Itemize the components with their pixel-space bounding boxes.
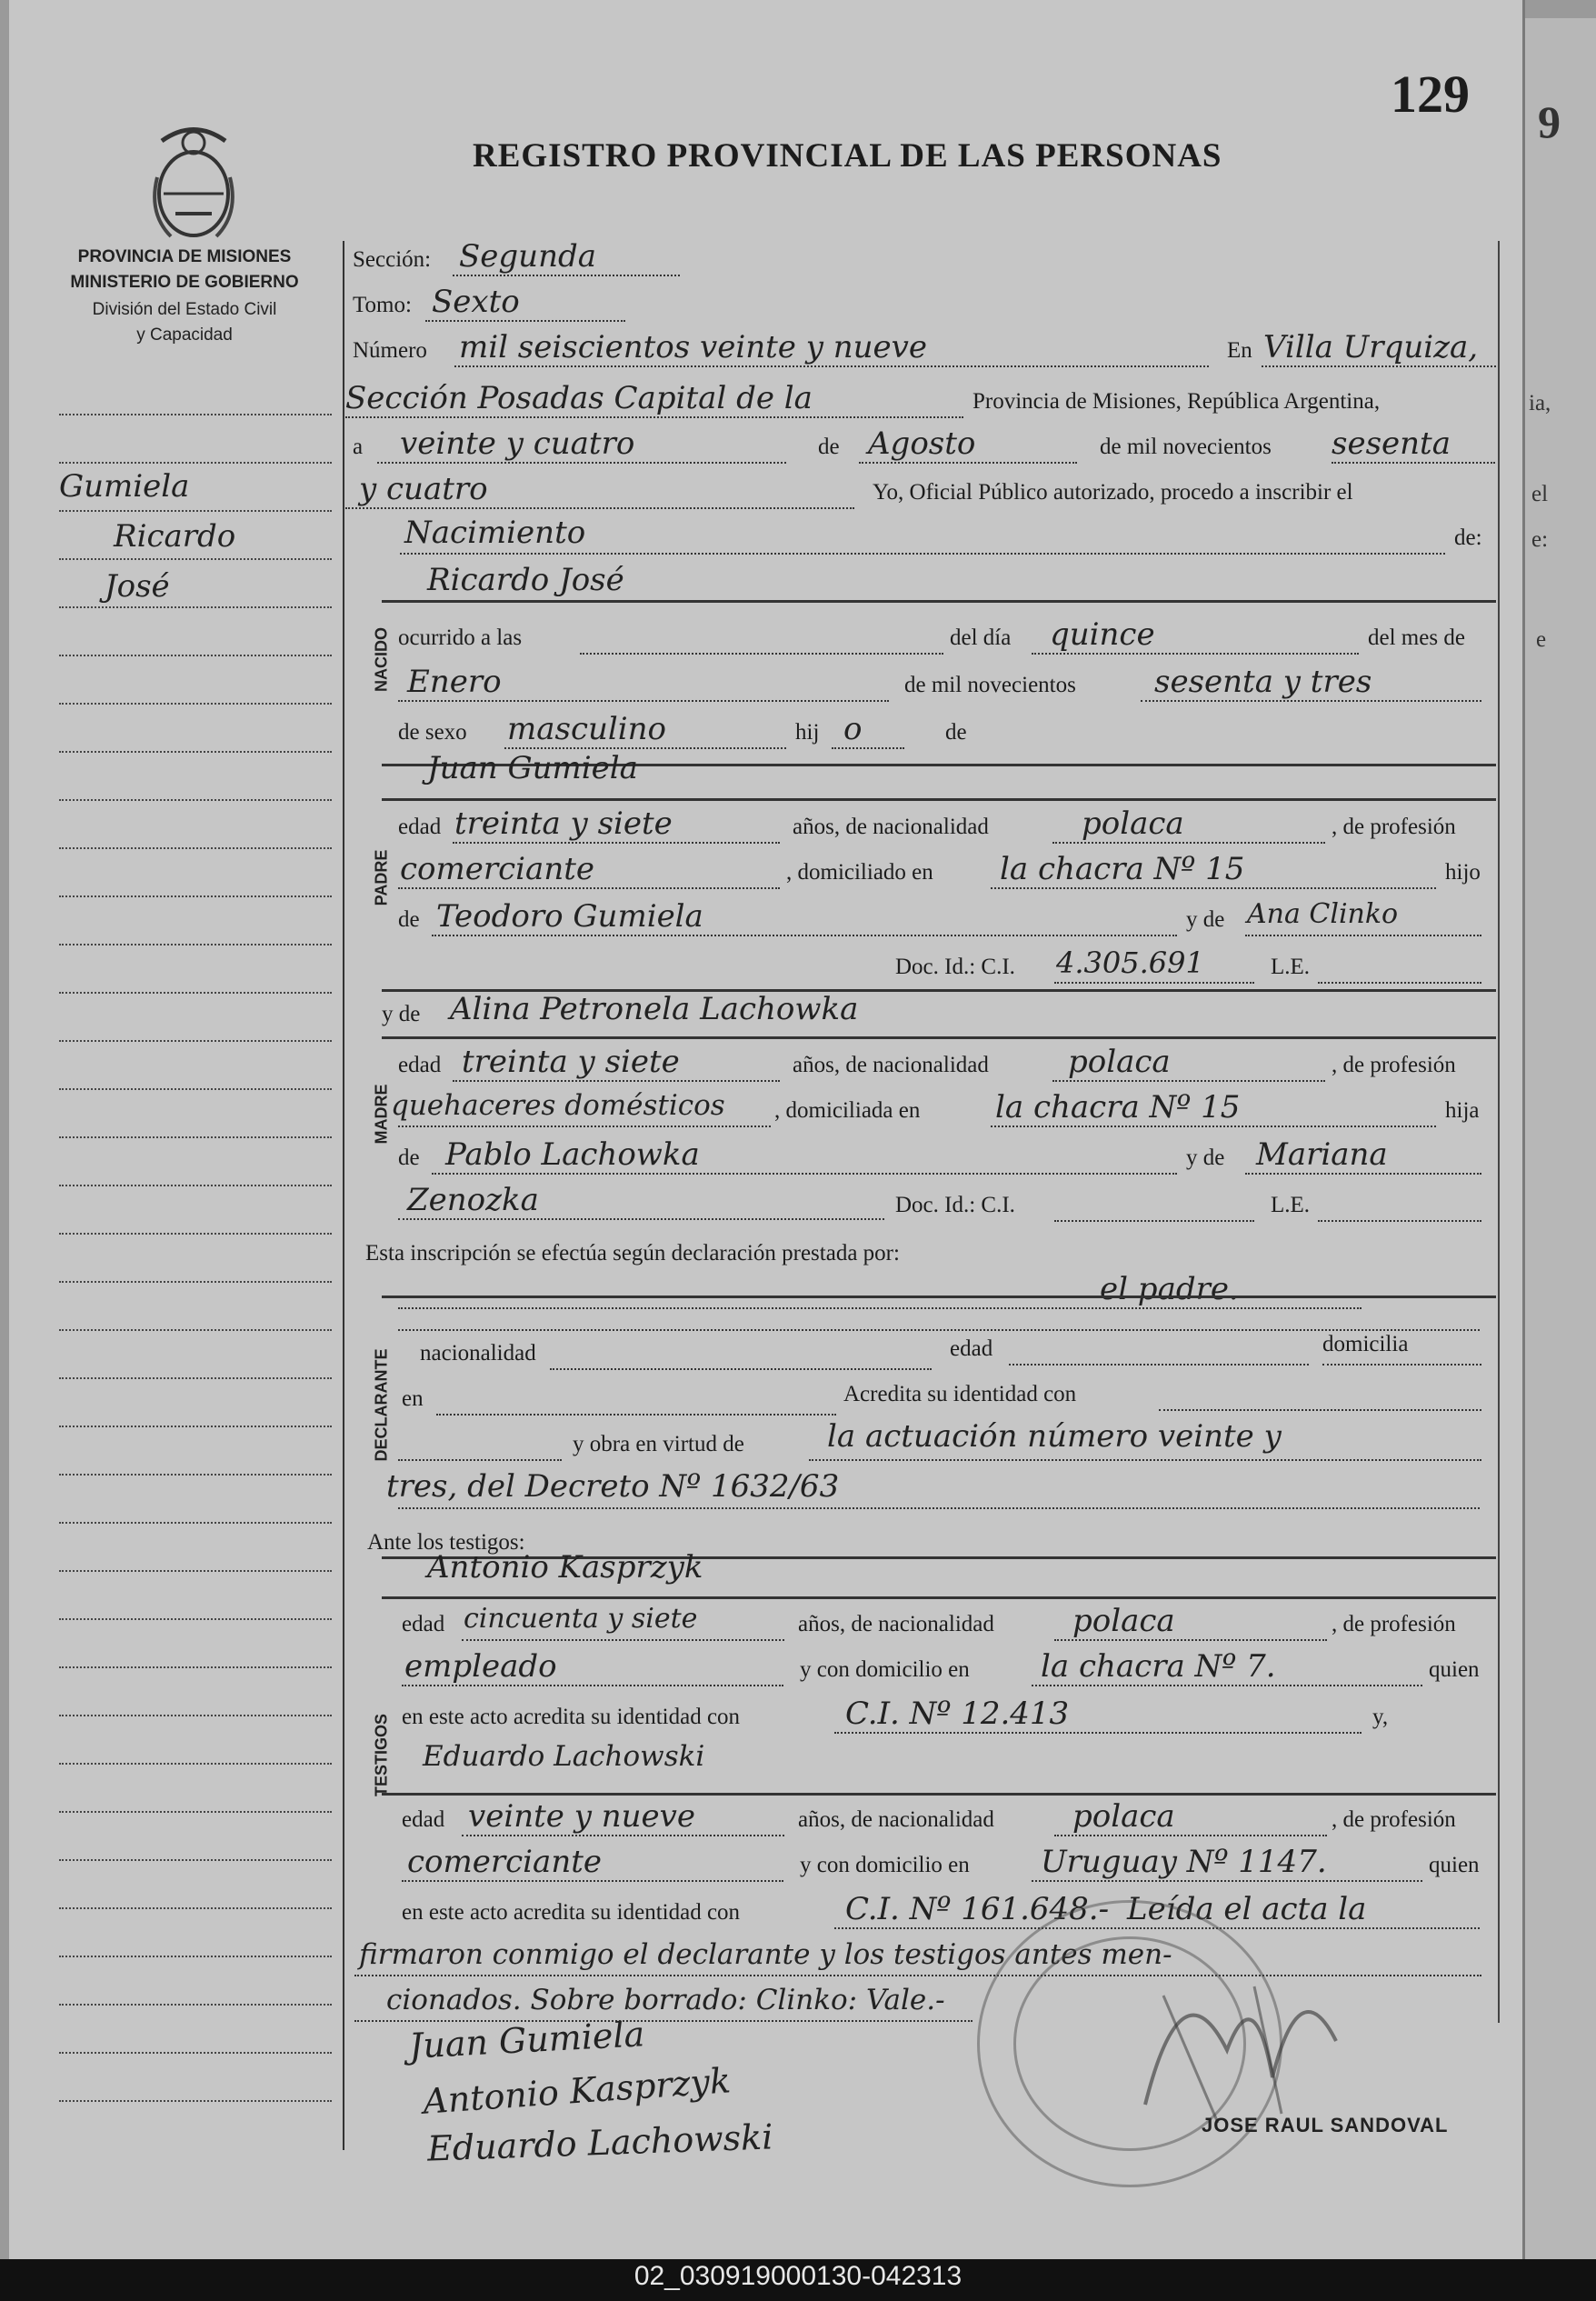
madre-anios-label: años, de nacionalidad: [793, 1053, 989, 1077]
margin-ruled-line: [59, 1088, 332, 1090]
margin-ruled-line: [59, 1763, 332, 1765]
authority-line-2: MINISTERIO DE GOBIERNO: [70, 273, 299, 292]
register-page: [9, 0, 1551, 2259]
madre-abuelo: Pablo Lachowka: [445, 1136, 700, 1173]
testigo2-anios-label: años, de nacionalidad: [798, 1807, 994, 1832]
declarante-nacionalidad-label: nacionalidad: [420, 1341, 536, 1366]
testigo1-acredita-label: en este acto acredita su identidad con: [402, 1705, 741, 1729]
adjacent-text-d: e: [1536, 627, 1547, 652]
madre-le-label: L.E.: [1271, 1193, 1311, 1217]
firma-testigo-1: Antonio Kasprzyk: [421, 2060, 733, 2122]
testigo1-nombre: Antonio Kasprzyk: [427, 1549, 703, 1586]
margin-ruled-line: [59, 895, 332, 897]
margin-ruled-line: [59, 510, 332, 512]
margin-ruled-line: [59, 1185, 332, 1186]
madre-domiciliada-label: , domiciliada en: [774, 1098, 921, 1123]
oficial-text: Yo, Oficial Público autorizado, procedo a inscribir el: [873, 480, 1353, 505]
declarante-virtud-1: la actuación número veinte y: [827, 1418, 1282, 1455]
de-label-2: de: [945, 720, 967, 745]
margin-ruled-line: [59, 1956, 332, 1957]
adjacent-text-b: el: [1531, 482, 1549, 506]
lugar-part2: Sección Posadas Capital de la: [345, 380, 813, 416]
padre-abuela: Ana Clinko: [1247, 898, 1399, 930]
fecha-mes: Agosto: [868, 425, 976, 462]
margin-ruled-line: [59, 1233, 332, 1235]
adjacent-text-c: e:: [1531, 527, 1549, 552]
section-label-declarante: DECLARANTE: [372, 1348, 391, 1462]
authority-line-4: y Capacidad: [136, 325, 233, 345]
testigo1-documento: C.I. Nº 12.413: [845, 1696, 1070, 1732]
testigo1-quien-label: quien: [1429, 1657, 1480, 1682]
en-label: En: [1227, 338, 1252, 363]
declarante-edad-label: edad: [950, 1336, 993, 1361]
padre-anios-label: años, de nacionalidad: [793, 815, 989, 839]
padre-edad: treinta y siete: [454, 805, 673, 842]
testigo1-nacionalidad: polaca: [1072, 1603, 1175, 1639]
section-label-testigos: TESTIGOS: [372, 1714, 391, 1797]
declarante-quien: el padre.: [1100, 1271, 1239, 1307]
authority-line-1: PROVINCIA DE MISIONES: [77, 247, 292, 266]
testigo2-profesion-label: , de profesión: [1332, 1807, 1456, 1832]
padre-de-label: de: [398, 907, 420, 932]
margin-ruled-line: [59, 847, 332, 849]
margin-ruled-line: [59, 703, 332, 705]
margin-ruled-line: [59, 799, 332, 801]
testigo2-nacionalidad: polaca: [1072, 1798, 1175, 1835]
testigo1-anios-label: años, de nacionalidad: [798, 1612, 994, 1636]
nacido-mes: Enero: [407, 664, 502, 700]
padre-y-de-label: y de: [1186, 907, 1225, 932]
cierre-line-2: cionados. Sobre borrado: Clinko: Vale.-: [386, 1984, 945, 2016]
padre-hijo-label: hijo: [1445, 860, 1481, 885]
official-name: JOSE RAUL SANDOVAL: [1202, 2114, 1449, 2136]
lugar-part1: Villa Urquiza,: [1263, 329, 1479, 365]
margin-ruled-line: [59, 414, 332, 415]
padre-profesion: comerciante: [400, 851, 594, 887]
padre-doc-numero: 4.305.691: [1056, 945, 1204, 980]
testigo1-y-label: y,: [1372, 1705, 1389, 1729]
de-colon: de:: [1454, 525, 1482, 550]
fecha-dia: veinte y cuatro: [400, 425, 635, 462]
testigo2-edad-label: edad: [402, 1807, 445, 1832]
testigo1-domicilio: la chacra Nº 7.: [1041, 1648, 1276, 1685]
provincia-text: Provincia de Misiones, República Argentina,: [973, 389, 1381, 414]
margin-ruled-line: [59, 462, 332, 464]
numero-label: Número: [353, 338, 427, 363]
madre-y-de-label: y de: [382, 1002, 421, 1026]
padre-domiciliado-label: , domiciliado en: [786, 860, 933, 885]
right-border: [1498, 241, 1500, 2023]
seccion-value: Segunda: [459, 238, 597, 275]
hijo-suffix: o: [843, 711, 863, 747]
a-label: a: [353, 435, 364, 459]
margin-ruled-line: [59, 1329, 332, 1331]
firma-padre: Juan Gumiela: [408, 2014, 646, 2066]
nacido-nombre: Ricardo José: [427, 562, 624, 598]
margin-ruled-line: [59, 1859, 332, 1861]
official-signature-icon: [1127, 1941, 1354, 2141]
margin-ruled-line: [59, 1666, 332, 1668]
testigo1-domicilio-label: y con domicilio en: [800, 1657, 970, 1682]
margin-ruled-line: [59, 1570, 332, 1572]
madre-y-de-label-2: y de: [1186, 1145, 1225, 1170]
margin-ruled-line: [59, 2052, 332, 2054]
folio-number: 129: [1391, 65, 1470, 124]
margin-ruled-line: [59, 1522, 332, 1524]
padre-domicilio: la chacra Nº 15: [1000, 851, 1245, 887]
margin-ruled-line: [59, 1474, 332, 1476]
authority-line-3: División del Estado Civil: [92, 300, 277, 319]
testigos-ante-label: Ante los testigos:: [367, 1530, 525, 1555]
testigo2-edad: veinte y nueve: [468, 1798, 695, 1835]
madre-nacionalidad: polaca: [1068, 1044, 1171, 1080]
margin-ruled-line: [59, 1715, 332, 1716]
testigo1-edad-label: edad: [402, 1612, 445, 1636]
padre-nombre: Juan Gumiela: [427, 750, 638, 786]
column-divider: [343, 241, 344, 2150]
sexo-label: de sexo: [398, 720, 467, 745]
declarante-obra-label: y obra en virtud de: [573, 1432, 744, 1456]
numero-value: mil seiscientos veinte y nueve: [459, 329, 927, 365]
margin-ruled-line: [59, 2004, 332, 2006]
ocurrido-label: ocurrido a las: [398, 625, 523, 650]
margin-ruled-line: [59, 558, 332, 560]
adjacent-text-a: ia,: [1529, 391, 1551, 415]
madre-doc-label: Doc. Id.: C.I.: [895, 1193, 1015, 1217]
adjacent-page-edge: [1520, 18, 1596, 2259]
padre-abuelo: Teodoro Gumiela: [436, 898, 703, 935]
nacido-dia: quince: [1050, 616, 1155, 653]
margin-ruled-line: [59, 655, 332, 656]
del-mes-label: del mes de: [1368, 625, 1465, 650]
section-label-madre: MADRE: [372, 1084, 391, 1145]
section-label-padre: PADRE: [372, 849, 391, 906]
margin-ruled-line: [59, 1281, 332, 1283]
nacido-sexo: masculino: [507, 711, 667, 747]
margin-ruled-line: [59, 751, 332, 753]
acta-tipo: Nacimiento: [404, 515, 586, 551]
adjacent-folio: 9: [1538, 96, 1561, 147]
margin-ruled-line: [59, 1907, 332, 1909]
fecha-anio-2: y cuatro: [359, 471, 488, 507]
testigo1-profesion: empleado: [404, 1648, 557, 1685]
declaracion-text: Esta inscripción se efectúa según declaración prestada por:: [365, 1241, 900, 1266]
declarante-virtud-2: tres, del Decreto Nº 1632/63: [386, 1468, 840, 1505]
madre-edad-label: edad: [398, 1053, 442, 1077]
del-dia-label: del día: [950, 625, 1012, 650]
declarante-acredita-label: Acredita su identidad con: [843, 1382, 1077, 1406]
madre-nombre: Alina Petronela Lachowka: [450, 991, 859, 1027]
padre-nacionalidad: polaca: [1082, 805, 1184, 842]
margin-surname: Gumiela: [59, 468, 190, 505]
section-label-nacido: NACIDO: [372, 627, 391, 692]
madre-abuela-2: Zenozka: [407, 1182, 539, 1218]
testigo2-documento: C.I. Nº 161.648.-: [845, 1891, 1110, 1927]
margin-ruled-line: [59, 2100, 332, 2102]
padre-profesion-label: , de profesión: [1332, 815, 1456, 839]
testigo2-domicilio-label: y con domicilio en: [800, 1853, 970, 1877]
margin-ruled-line: [59, 1618, 332, 1620]
testigo2-nombre: Eduardo Lachowski: [423, 1740, 705, 1773]
padre-edad-label: edad: [398, 815, 442, 839]
margin-ruled-line: [59, 1377, 332, 1379]
testigo1-profesion-label: , de profesión: [1332, 1612, 1456, 1636]
nacido-anio: sesenta y tres: [1154, 664, 1372, 700]
margin-ruled-line: [59, 606, 332, 608]
testigo2-quien-label: quien: [1429, 1853, 1480, 1877]
margin-ruled-line: [59, 1136, 332, 1138]
coat-of-arms-icon: [144, 123, 244, 250]
testigo2-domicilio: Uruguay Nº 1147.: [1041, 1844, 1327, 1880]
cierre-line-1: firmaron conmigo el declarante y los testigos antes men-: [359, 1938, 1172, 1971]
margin-ruled-line: [59, 1426, 332, 1427]
declarante-domicilio-label: domicilia: [1322, 1332, 1409, 1356]
hijo-label: hij: [795, 720, 820, 745]
declarante-en-label: en: [402, 1386, 424, 1411]
margin-ruled-line: [59, 992, 332, 994]
seccion-label: Sección:: [353, 247, 432, 272]
firma-testigo-2: Eduardo Lachowski: [426, 2116, 774, 2169]
madre-edad: treinta y siete: [462, 1044, 680, 1080]
margin-firstname: Ricardo: [114, 518, 236, 555]
fecha-anio-1: sesenta: [1332, 425, 1451, 462]
de-label: de: [818, 435, 840, 459]
margin-middlename: José: [105, 568, 170, 605]
madre-profesion: quehaceres domésticos: [391, 1089, 725, 1122]
page-title: REGISTRO PROVINCIAL DE LAS PERSONAS: [473, 137, 1222, 175]
leida-text: Leída el acta la: [1127, 1891, 1367, 1927]
padre-le-label: L.E.: [1271, 955, 1311, 979]
testigo2-acredita-label: en este acto acredita su identidad con: [402, 1900, 741, 1925]
madre-hija-label: hija: [1445, 1098, 1480, 1123]
madre-de-label: de: [398, 1145, 420, 1170]
margin-ruled-line: [59, 1040, 332, 1042]
margin-ruled-line: [59, 944, 332, 945]
madre-domicilio: la chacra Nº 15: [995, 1089, 1241, 1125]
madre-abuela-1: Mariana: [1256, 1136, 1388, 1173]
padre-doc-label: Doc. Id.: C.I.: [895, 955, 1015, 979]
tomo-value: Sexto: [432, 284, 520, 320]
margin-ruled-line: [59, 1811, 332, 1813]
mil-label: de mil novecientos: [1100, 435, 1272, 459]
nacido-mil-label: de mil novecientos: [904, 673, 1076, 697]
madre-profesion-label: , de profesión: [1332, 1053, 1456, 1077]
testigo2-profesion: comerciante: [407, 1844, 602, 1880]
image-identifier: 02_030919000130-042313: [633, 2261, 963, 2291]
testigo1-edad: cincuenta y siete: [464, 1603, 698, 1635]
tomo-label: Tomo:: [353, 293, 412, 317]
